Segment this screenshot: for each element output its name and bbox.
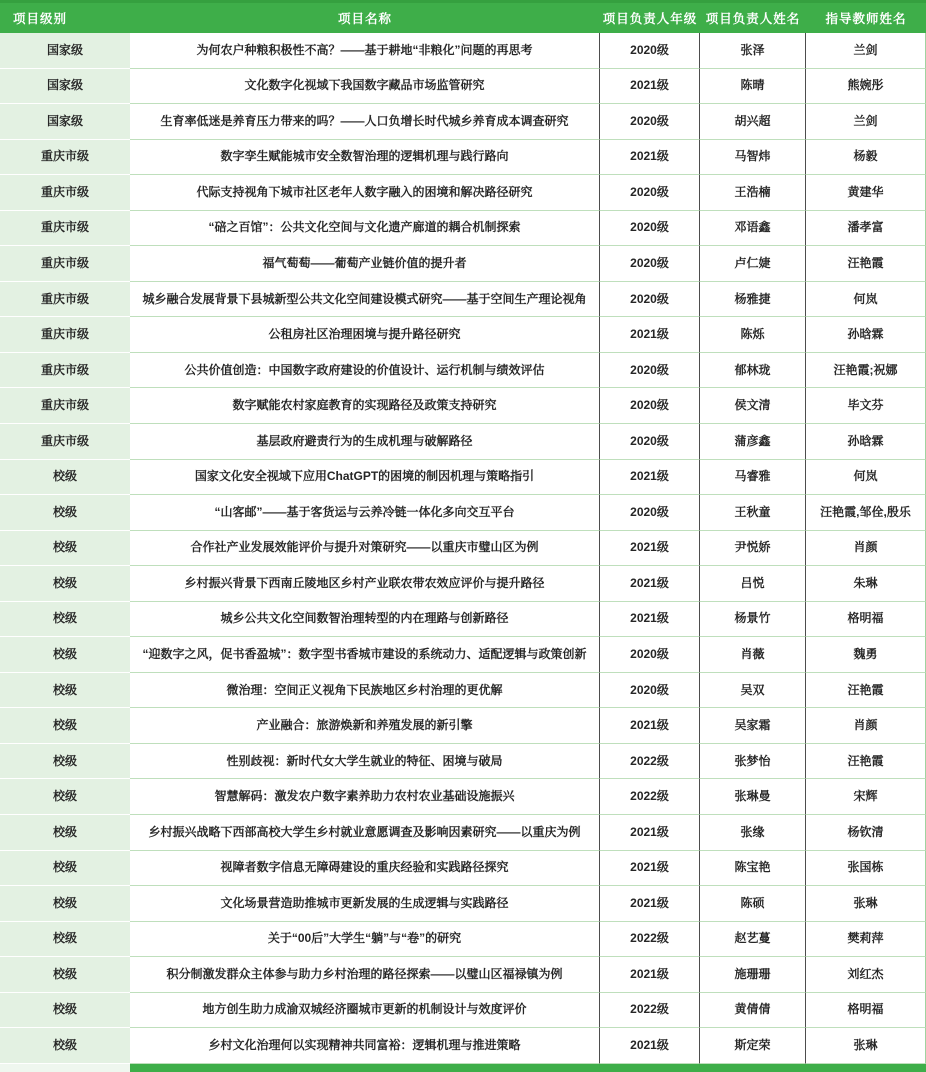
cell-project-name: 乡村文化治理何以实现精神共同富裕：逻辑机理与推进策略 [130,1028,600,1064]
cell-advisor-name: 刘红杰 [806,957,926,993]
cell-project-name: 地方创生助力成渝双城经济圈城市更新的机制设计与效度评价 [130,993,600,1029]
cell-project-name: 产业融合：旅游焕新和养殖发展的新引擎 [130,708,600,744]
cell-leader-name: 郁林珑 [700,353,806,389]
cell-advisor-name: 汪艳霞 [806,673,926,709]
cell-leader-grade: 2020级 [600,104,700,140]
cell-leader-grade: 2021级 [600,317,700,353]
table-row [0,104,926,140]
column-header-advisor-name: 指导教师姓名 [825,12,907,26]
cell-leader-name: 马睿雅 [700,460,806,496]
cell-advisor-name: 汪艳霞 [806,744,926,780]
cell-project-name: 基层政府避责行为的生成机理与破解路径 [130,424,600,460]
cell-project-name: “迎数字之风，促书香盈城”：数字型书香城市建设的系统动力、适配逻辑与政策创新 [130,637,600,673]
cell-leader-grade: 2022级 [600,993,700,1029]
cell-leader-grade: 2020级 [600,353,700,389]
cell-project-name: 数字孪生赋能城市安全数智治理的逻辑机理与践行路向 [130,140,600,176]
cell-project-name: 视障者数字信息无障碍建设的重庆经验和实践路径探究 [130,851,600,887]
table-row [0,673,926,709]
cell-leader-grade: 2021级 [600,531,700,567]
table-row [0,531,926,567]
table-row [0,282,926,318]
cell-leader-grade: 2021级 [600,602,700,638]
cell-project-level: 重庆市级 [0,211,130,247]
cell-leader-name: 赵艺蔓 [700,922,806,958]
cell-advisor-name: 张琳 [806,886,926,922]
cell-project-level: 国家级 [0,104,130,140]
cell-project-level: 校级 [0,495,130,531]
table-body [0,33,926,1064]
cell-project-level: 校级 [0,957,130,993]
cell-leader-name: 陈硕 [700,886,806,922]
cell-leader-name: 张琳曼 [700,779,806,815]
cell-project-level: 重庆市级 [0,317,130,353]
column-header-project-level: 项目级别 [13,12,68,26]
cell-advisor-name: 潘孝富 [806,211,926,247]
table-row [0,1028,926,1064]
table-row [0,388,926,424]
cell-project-name: 生育率低迷是养育压力带来的吗？——人口负增长时代城乡养育成本调查研究 [130,104,600,140]
cell-leader-grade: 2020级 [600,246,700,282]
table-row [0,566,926,602]
cell-project-name: 数字赋能农村家庭教育的实现路径及政策支持研究 [130,388,600,424]
cell-advisor-name: 宋辉 [806,779,926,815]
cell-project-name: 城乡公共文化空间数智治理转型的内在理路与创新路径 [130,602,600,638]
column-header-leader-grade: 项目负责人年级 [602,12,698,26]
cell-leader-grade: 2020级 [600,175,700,211]
cell-advisor-name: 汪艳霞 [806,246,926,282]
cell-project-level: 校级 [0,922,130,958]
cell-project-level: 重庆市级 [0,175,130,211]
cell-leader-grade: 2021级 [600,69,700,105]
table-row [0,175,926,211]
table-row [0,957,926,993]
cell-leader-grade: 2022级 [600,779,700,815]
column-header-project-name: 项目名称 [337,12,392,26]
cell-project-name: 智慧解码：激发农户数字素养助力农村农业基础设施振兴 [130,779,600,815]
cell-project-level: 重庆市级 [0,424,130,460]
cell-advisor-name: 何岚 [806,460,926,496]
cell-leader-grade: 2020级 [600,495,700,531]
cell-leader-grade: 2022级 [600,922,700,958]
cell-project-level: 校级 [0,460,130,496]
cell-leader-name: 施珊珊 [700,957,806,993]
cell-project-name: 福气萄萄——葡萄产业链价值的提升者 [130,246,600,282]
cell-advisor-name: 张琳 [806,1028,926,1064]
cell-project-name: “山客邮”——基于客货运与云养冷链一体化多向交互平台 [130,495,600,531]
cell-leader-name: 王秋童 [700,495,806,531]
cell-project-name: 城乡融合发展背景下县城新型公共文化空间建设模式研究——基于空间生产理论视角 [130,282,600,318]
table-row [0,602,926,638]
cell-advisor-name: 格明福 [806,602,926,638]
cell-leader-name: 胡兴超 [700,104,806,140]
cell-project-level: 国家级 [0,33,130,69]
cell-project-level: 校级 [0,531,130,567]
cell-leader-grade: 2021级 [600,886,700,922]
table-row [0,353,926,389]
cell-project-name: 乡村振兴背景下西南丘陵地区乡村产业联农带农效应评价与提升路径 [130,566,600,602]
cell-project-name: 文化场景营造助推城市更新发展的生成逻辑与实践路径 [130,886,600,922]
cell-leader-grade: 2021级 [600,708,700,744]
cell-project-level: 重庆市级 [0,353,130,389]
cell-advisor-name: 兰剑 [806,104,926,140]
cell-leader-name: 尹悦娇 [700,531,806,567]
cell-project-name: 乡村振兴战略下西部高校大学生乡村就业意愿调查及影响因素研究——以重庆为例 [130,815,600,851]
cell-project-level: 重庆市级 [0,140,130,176]
table-row [0,69,926,105]
cell-leader-name: 斯定荣 [700,1028,806,1064]
cell-project-name: 为何农户种粮积极性不高？——基于耕地“非粮化”问题的再思考 [130,33,600,69]
table-row [0,779,926,815]
cell-project-name: 代际支持视角下城市社区老年人数字融入的困境和解决路径研究 [130,175,600,211]
cell-advisor-name: 张国栋 [806,851,926,887]
table-row [0,495,926,531]
cell-project-level: 校级 [0,744,130,780]
cell-project-name: 文化数字化视域下我国数字藏品市场监管研究 [130,69,600,105]
cell-advisor-name: 樊莉萍 [806,922,926,958]
cell-advisor-name: 汪艳霞;祝娜 [806,353,926,389]
cell-leader-name: 陈烁 [700,317,806,353]
cell-advisor-name: 熊婉彤 [806,69,926,105]
cell-project-level: 校级 [0,1028,130,1064]
table-row [0,886,926,922]
cell-leader-grade: 2020级 [600,673,700,709]
cell-leader-name: 吴家霜 [700,708,806,744]
cell-advisor-name: 魏勇 [806,637,926,673]
next-header-partial-left [0,1064,130,1072]
cell-advisor-name: 肖颜 [806,708,926,744]
table-header-row [0,0,926,33]
cell-leader-grade: 2020级 [600,637,700,673]
cell-advisor-name: 兰剑 [806,33,926,69]
cell-advisor-name: 杨毅 [806,140,926,176]
cell-project-name: 微治理：空间正义视角下民族地区乡村治理的更优解 [130,673,600,709]
table-row [0,211,926,247]
cell-leader-name: 卢仁婕 [700,246,806,282]
cell-advisor-name: 肖颜 [806,531,926,567]
cell-advisor-name: 杨钦清 [806,815,926,851]
cell-leader-name: 张缘 [700,815,806,851]
table-row [0,637,926,673]
cell-advisor-name: 朱琳 [806,566,926,602]
cell-leader-name: 吴双 [700,673,806,709]
cell-project-level: 校级 [0,673,130,709]
table-row [0,460,926,496]
cell-project-name: 合作社产业发展效能评价与提升对策研究——以重庆市璧山区为例 [130,531,600,567]
cell-leader-name: 杨景竹 [700,602,806,638]
cell-project-level: 重庆市级 [0,388,130,424]
cell-project-name: 公租房社区治理困境与提升路径研究 [130,317,600,353]
cell-leader-grade: 2021级 [600,566,700,602]
cell-leader-grade: 2021级 [600,957,700,993]
cell-leader-name: 陈宝艳 [700,851,806,887]
cell-leader-grade: 2020级 [600,33,700,69]
cell-leader-name: 肖薇 [700,637,806,673]
cell-leader-grade: 2020级 [600,282,700,318]
cell-leader-name: 吕悦 [700,566,806,602]
cell-leader-name: 张梦怡 [700,744,806,780]
next-header-partial-strip [0,1064,926,1072]
cell-project-level: 校级 [0,779,130,815]
table-row [0,33,926,69]
cell-advisor-name: 汪艳霞,邹佺,殷乐 [806,495,926,531]
cell-leader-name: 侯文清 [700,388,806,424]
cell-leader-name: 邓语鑫 [700,211,806,247]
cell-leader-grade: 2020级 [600,388,700,424]
cell-project-level: 校级 [0,637,130,673]
cell-leader-grade: 2020级 [600,424,700,460]
cell-advisor-name: 何岚 [806,282,926,318]
next-header-partial-green [130,1064,926,1072]
cell-advisor-name: 黄建华 [806,175,926,211]
cell-project-name: “碚之百馆”：公共文化空间与文化遗产廊道的耦合机制探索 [130,211,600,247]
table-row [0,246,926,282]
cell-project-name: 关于“00后”大学生“躺”与“卷”的研究 [130,922,600,958]
cell-project-name: 性别歧视：新时代女大学生就业的特征、困境与破局 [130,744,600,780]
cell-leader-grade: 2022级 [600,744,700,780]
table-row [0,708,926,744]
cell-project-level: 校级 [0,993,130,1029]
cell-project-name: 公共价值创造：中国数字政府建设的价值设计、运行机制与绩效评估 [130,353,600,389]
cell-project-name: 国家文化安全视域下应用ChatGPT的困境的制因机理与策略指引 [130,460,600,496]
cell-project-name: 积分制激发群众主体参与助力乡村治理的路径探索——以璧山区福禄镇为例 [130,957,600,993]
cell-advisor-name: 孙晗霖 [806,317,926,353]
table-row [0,744,926,780]
cell-leader-name: 蒲彦鑫 [700,424,806,460]
cell-project-level: 校级 [0,815,130,851]
cell-project-level: 重庆市级 [0,246,130,282]
table-row [0,424,926,460]
cell-project-level: 校级 [0,851,130,887]
table-row [0,993,926,1029]
cell-leader-grade: 2021级 [600,851,700,887]
cell-leader-grade: 2021级 [600,460,700,496]
cell-leader-name: 黄倩倩 [700,993,806,1029]
cell-project-level: 校级 [0,602,130,638]
cell-leader-grade: 2021级 [600,1028,700,1064]
cell-leader-grade: 2021级 [600,140,700,176]
cell-project-level: 校级 [0,886,130,922]
table-row [0,317,926,353]
cell-project-level: 校级 [0,708,130,744]
table-row [0,140,926,176]
cell-leader-name: 马智炜 [700,140,806,176]
column-header-leader-name: 项目负责人姓名 [705,12,801,26]
cell-leader-name: 杨雅捷 [700,282,806,318]
cell-advisor-name: 格明福 [806,993,926,1029]
table-row [0,815,926,851]
cell-leader-grade: 2021级 [600,815,700,851]
cell-project-level: 国家级 [0,69,130,105]
table-row [0,851,926,887]
cell-leader-name: 王浩楠 [700,175,806,211]
cell-leader-name: 张泽 [700,33,806,69]
cell-leader-grade: 2020级 [600,211,700,247]
cell-project-level: 重庆市级 [0,282,130,318]
cell-leader-name: 陈晴 [700,69,806,105]
cell-advisor-name: 毕文芬 [806,388,926,424]
table-row [0,922,926,958]
cell-advisor-name: 孙晗霖 [806,424,926,460]
cell-project-level: 校级 [0,566,130,602]
